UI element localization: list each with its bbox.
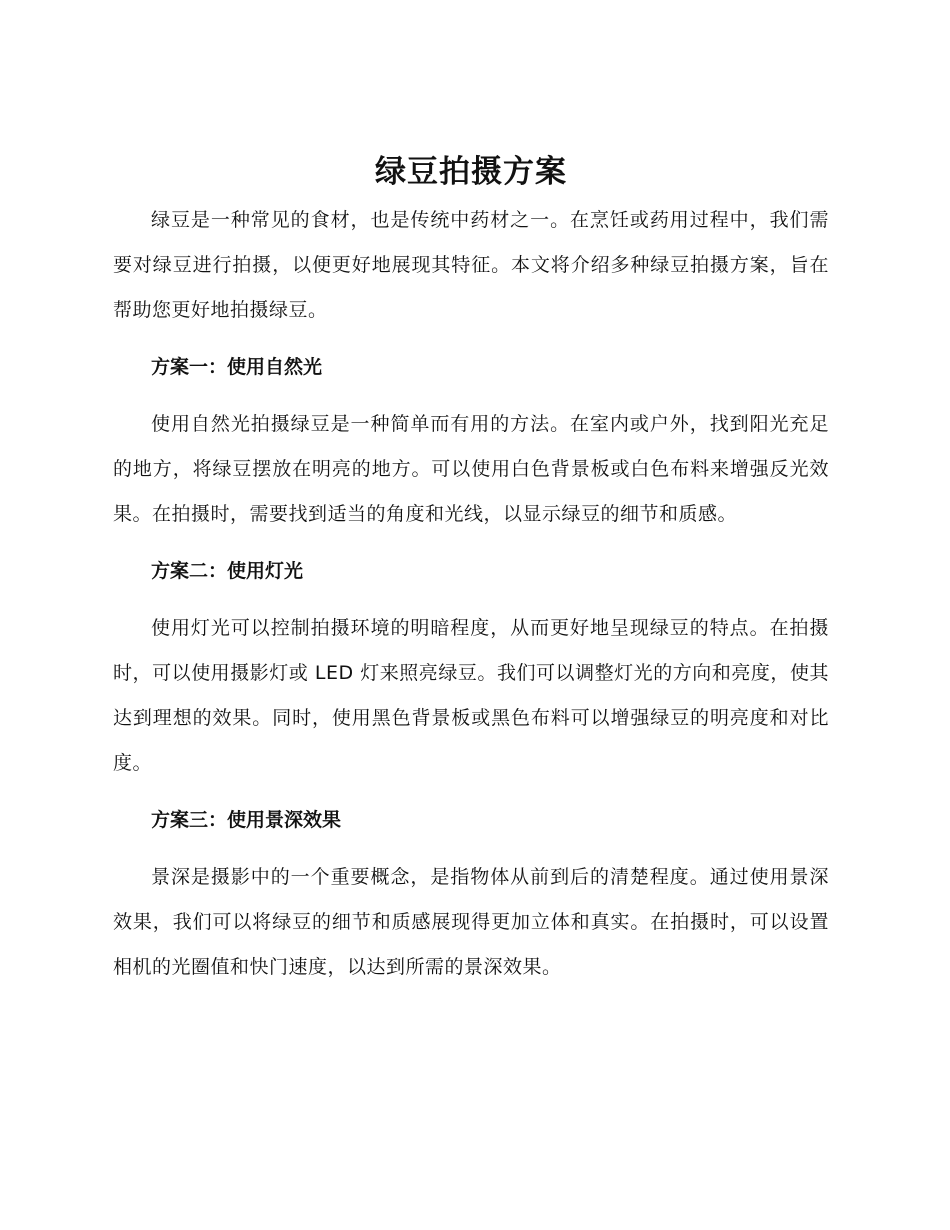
document-title: 绿豆拍摄方案 [375,154,567,190]
document-content [113,150,829,990]
section-body-3: 景深是摄影中的一个重要概念，是指物体从前到后的清楚程度。通过使用景深效果，我们可以将绿豆的细节和质感展现得更加立体和真实。在拍摄时，可以设置相机的光圈值和快门速度，以达到所需的景深效果。 [113,866,829,978]
section-body-2: 使用灯光可以控制拍摄环境的明暗程度，从而更好地呈现绿豆的特点。在拍摄时，可以使用摄影灯或 LED 灯来照亮绿豆。我们可以调整灯光的方向和亮度，使其达到理想的效果。同时，使用黑色背景板或黑色布料可以增强绿豆的明亮度和对比度。 [113,617,829,774]
section-heading-2: 方案二：使用灯光 [151,560,304,582]
section-heading-3: 方案三：使用景深效果 [151,809,342,831]
section-heading-1: 方案一：使用自然光 [151,356,323,378]
intro-paragraph: 绿豆是一种常见的食材，也是传统中药材之一。在烹饪或药用过程中，我们需要对绿豆进行拍摄，以便更好地展现其特征。本文将介绍多种绿豆拍摄方案，旨在帮助您更好地拍摄绿豆。 [113,209,829,321]
section-body-1: 使用自然光拍摄绿豆是一种简单而有用的方法。在室内或户外，找到阳光充足的地方，将绿豆摆放在明亮的地方。可以使用白色背景板或白色布料来增强反光效果。在拍摄时，需要找到适当的角度和光线，以显示绿豆的细节和质感。 [113,413,829,525]
